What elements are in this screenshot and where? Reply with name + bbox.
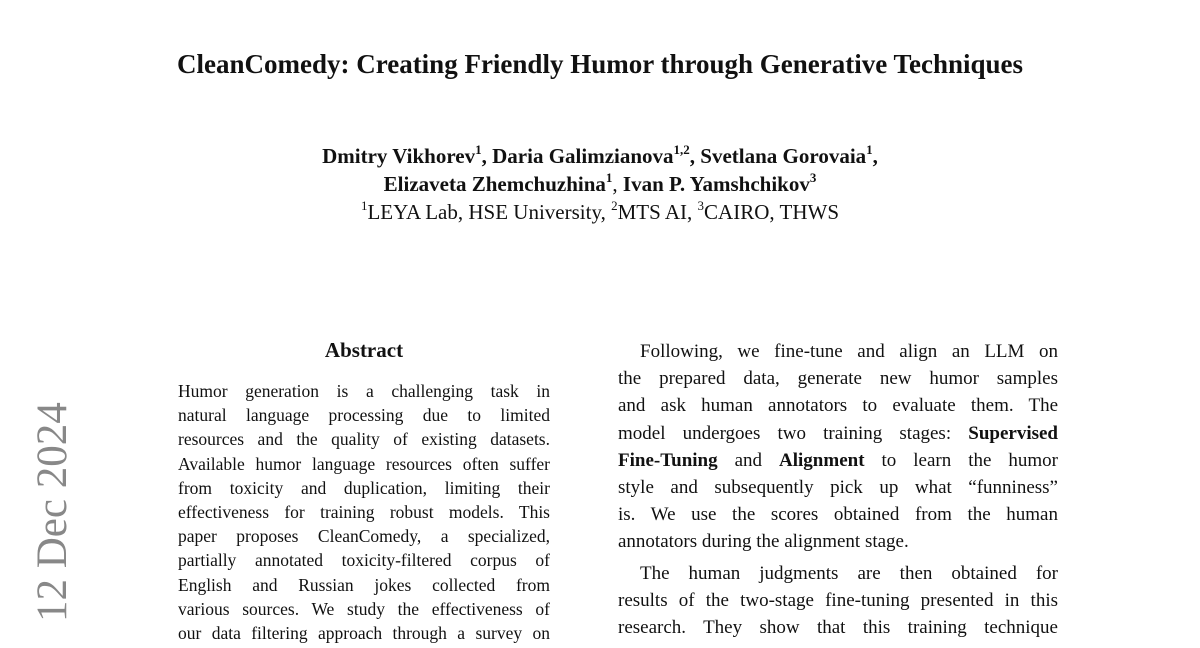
author-separator: ,: [612, 172, 623, 196]
author-affiliation-marker: 3: [809, 170, 817, 185]
author-name: Dmitry Vikhorev: [322, 144, 476, 168]
author-separator: ,: [689, 144, 701, 168]
abstract-line: resources and the quality of existing datasets.: [178, 429, 550, 450]
abstract-line: effectiveness for training robust models. This: [178, 502, 550, 523]
author-affiliation-marker: 1: [475, 142, 482, 157]
affiliations: [0, 198, 1200, 226]
emphasis-alignment: Alignment: [779, 449, 865, 471]
abstract-line: English and Russian jokes collected from: [178, 574, 550, 595]
affiliation-marker: 1: [360, 198, 368, 213]
abstract-line: Humor generation is a challenging task in: [178, 381, 550, 401]
author-name: Svetlana Gorovaia: [700, 144, 867, 168]
emphasis-fine-tuning: Fine-Tuning: [618, 449, 718, 471]
abstract-line: natural language processing due to limited: [178, 405, 550, 426]
author-line-2: [0, 170, 1200, 198]
body-line: The human judgments are then obtained for: [640, 562, 1058, 584]
abstract-line: our data filtering approach through a survey on: [178, 623, 550, 644]
author-block: [0, 142, 1200, 226]
affiliation-marker: 2: [611, 198, 618, 213]
author-affiliation-marker: 1: [866, 142, 873, 157]
author-affiliation-marker: 1: [605, 170, 613, 185]
author-name: Elizaveta Zhemchuzhina: [383, 172, 606, 196]
affiliation-marker: 3: [697, 198, 705, 213]
author-name: Daria Galimzianova: [492, 144, 674, 168]
body-line: results of the two-stage fine-tuning presented in this: [618, 589, 1058, 611]
body-text: and: [717, 449, 780, 471]
body-line: annotators during the alignment stage.: [618, 531, 909, 553]
abstract-line: from toxicity and duplication, limiting their: [178, 477, 550, 498]
body-text: to learn the humor: [864, 449, 1058, 471]
body-line: research. They show that this training technique: [618, 617, 1058, 639]
author-separator: ,: [481, 144, 493, 168]
author-separator: ,: [872, 144, 878, 168]
abstract-body: [178, 379, 550, 645]
body-line: [618, 447, 1058, 474]
body-line: and ask human annotators to evaluate them. The: [618, 395, 1058, 417]
arxiv-date-stamp: 12 Dec 2024: [29, 402, 76, 622]
body-text: model undergoes two training stages:: [618, 422, 969, 444]
abstract-heading: Abstract: [324, 338, 404, 362]
intro-text-column: [618, 338, 1058, 641]
author-name: Ivan P. Yamshchikov: [622, 172, 810, 196]
affiliation-text: CAIRO, THWS: [704, 200, 839, 224]
emphasis-supervised: Supervised: [968, 422, 1058, 444]
body-line: is. We use the scores obtained from the human: [618, 504, 1058, 526]
abstract-line: paper proposes CleanComedy, a specialized,: [178, 526, 550, 547]
abstract-line: partially annotated toxicity-filtered corpus of: [178, 550, 550, 571]
body-line: the prepared data, generate new humor samples: [618, 368, 1058, 390]
author-line-1: [0, 142, 1200, 170]
abstract-line: Available humor language resources often suffer: [178, 453, 550, 474]
author-affiliation-marker: 1,2: [673, 142, 690, 157]
affiliation-text: LEYA Lab, HSE University,: [367, 200, 612, 224]
paper-title: CleanComedy: Creating Friendly Humor through Generative Techniques: [176, 49, 1024, 79]
body-line: style and subsequently pick up what “funniness”: [618, 477, 1058, 499]
affiliation-text: MTS AI,: [617, 200, 698, 224]
body-line: Following, we fine-tune and align an LLM on: [640, 341, 1058, 362]
abstract-line: various sources. We study the effectiveness of: [178, 598, 550, 619]
body-line: [618, 420, 1058, 447]
